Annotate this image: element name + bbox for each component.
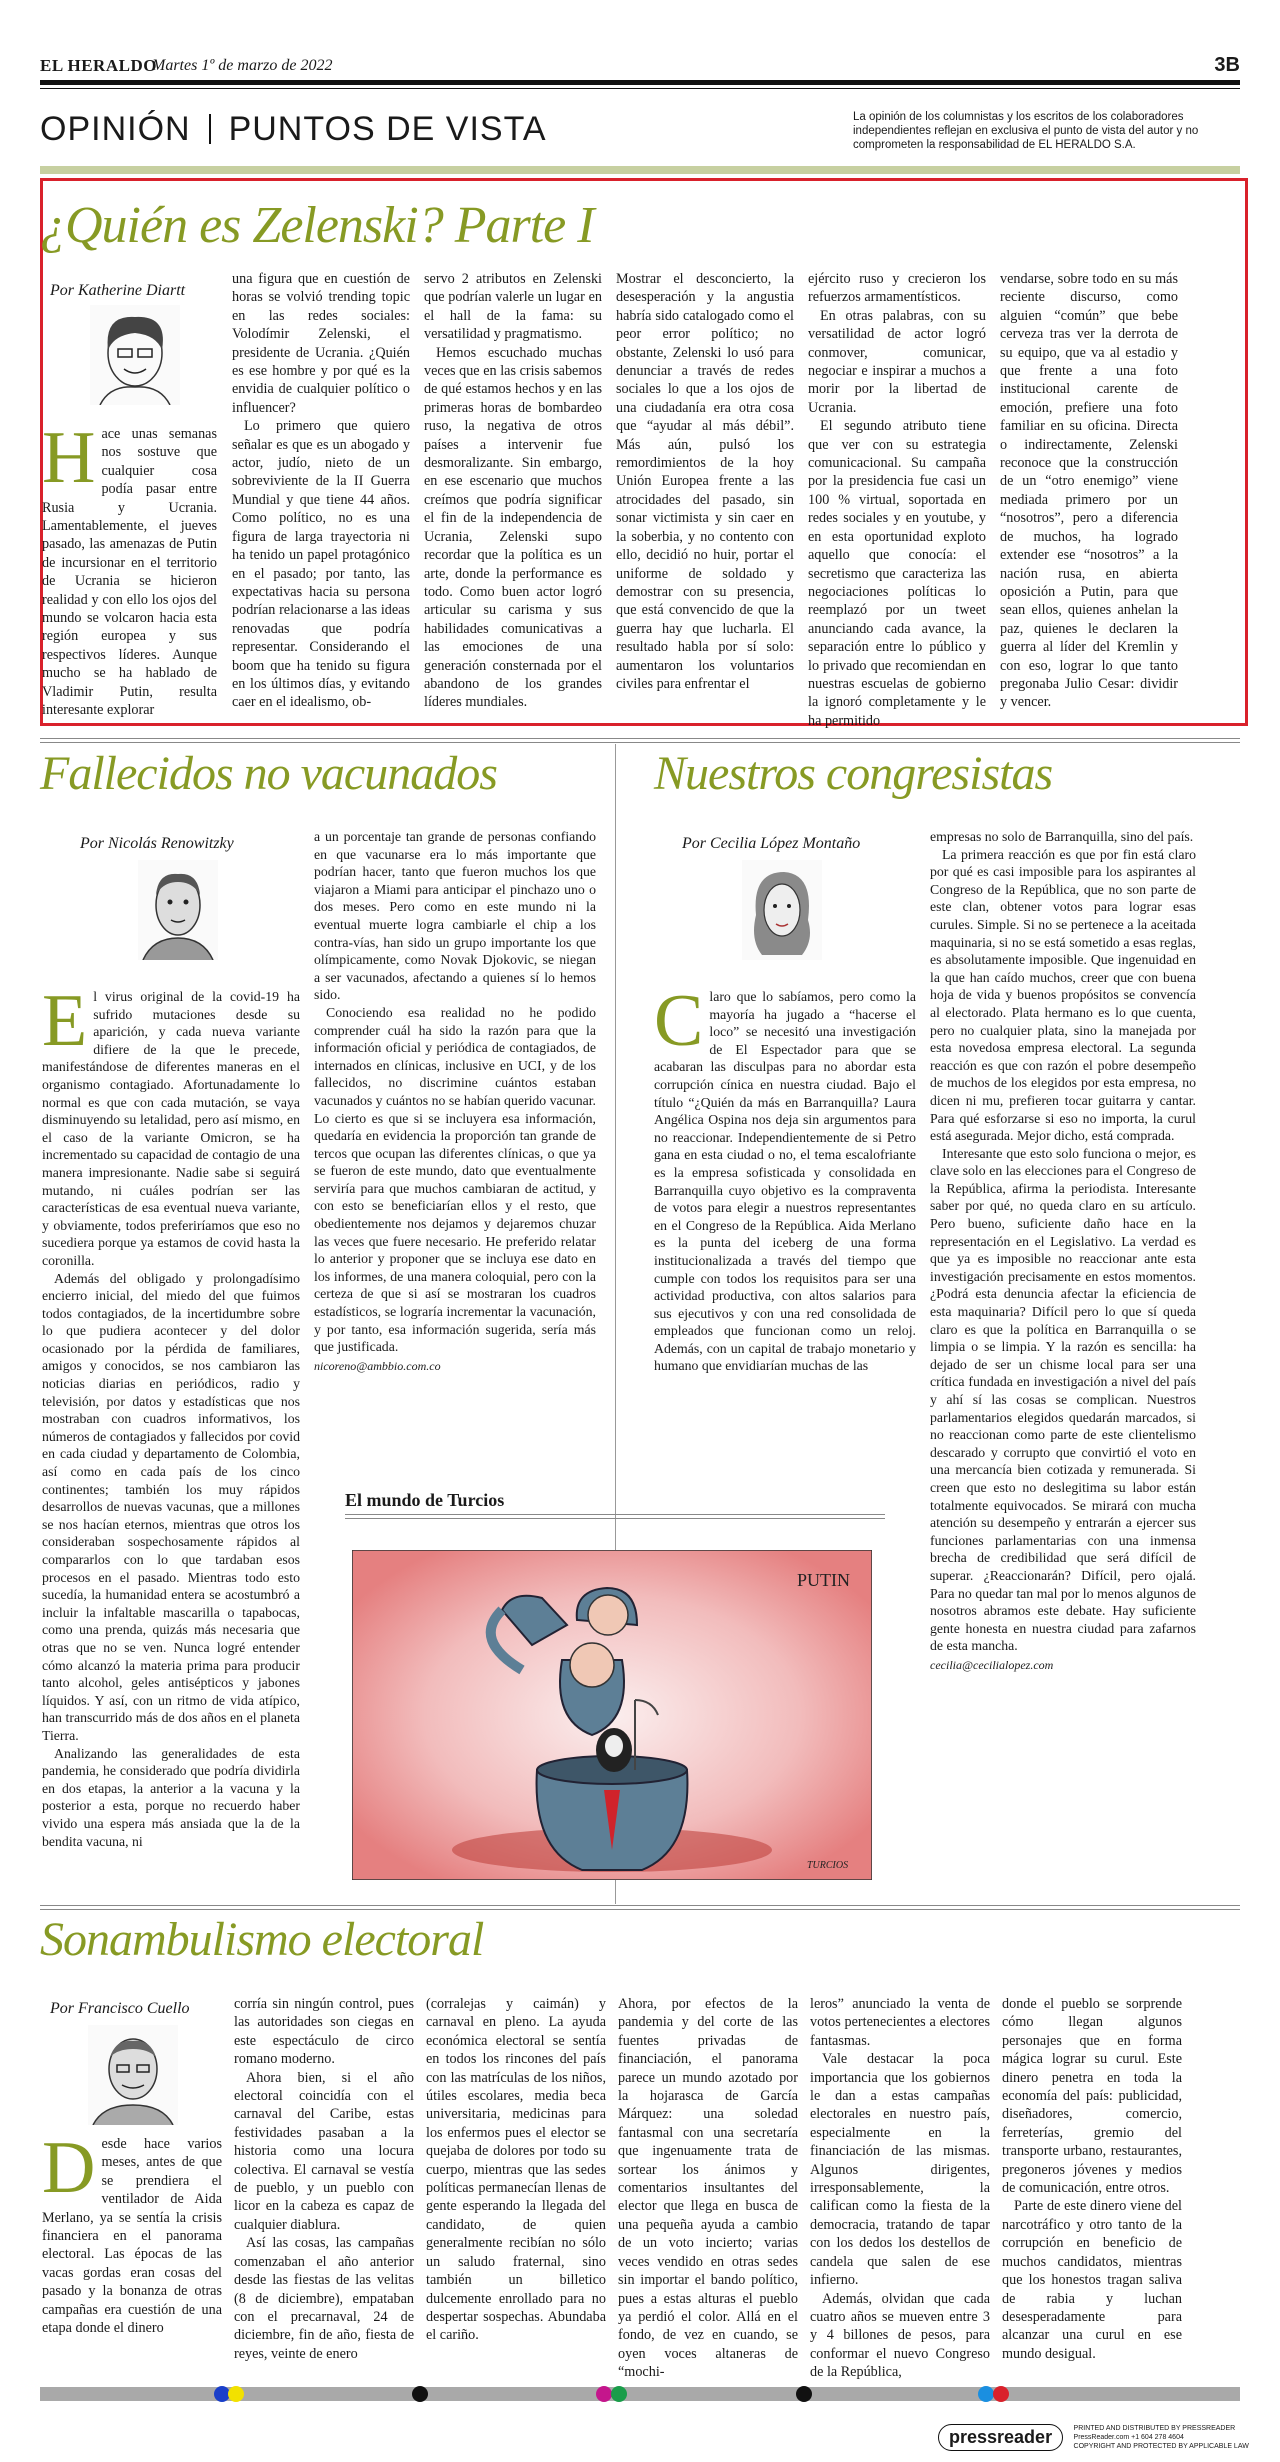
- divider-rule-2: [40, 742, 1240, 743]
- article2-title: Fallecidos no vacunados: [40, 747, 497, 800]
- article4-text-5a: leros” anunciado la venta de votos pertenecientes a electores fantasmas.: [810, 1996, 990, 2049]
- section-right: PUNTOS DE VISTA: [228, 110, 547, 148]
- registration-mark: [412, 2386, 428, 2402]
- article3-text-1: laro que lo sabíamos, pero como la mayoría ha jugado a “hacerse el loco” se necesitó una investigación de El Espectador para que se acabaran las disculpas para no abordar esta corrupción cínica en nuestra ciudad. Bajo el título “¿Quién da más en Barranquilla? Laura Angélica Ospina nos deja sin argumentos para no reaccionar. Independientemente de si Petro gana en esta ciudad o no, el tema escalofriante es la empresa sofisticada y consolidada en Barranquilla cuyo objetivo es la compraventa de votos para elegir a nuestros representantes en el Congreso de la República. Aida Merlano es la punta del iceberg de una forma institucionalizada a través del tiempo que cumple con todos los requisitos para ser una actividad productiva, con altos salarios para sus ejecutivos y con una red consolidada de empleados que funcionan como un reloj. Además, con un capital de trabajo monetario y humano que envidiarían muchas de las: [654, 989, 916, 1374]
- page-number: 3B: [1214, 54, 1240, 76]
- registration-mark: [596, 2386, 612, 2402]
- header-rule-thin: [40, 88, 1240, 89]
- registration-mark: [993, 2386, 1009, 2402]
- cartoon-rule: [345, 1514, 885, 1515]
- header-rule: [40, 80, 1240, 85]
- section-left: OPINIÓN: [40, 110, 191, 148]
- article4-col6: [1002, 1995, 1182, 2363]
- footer-line-3: COPYRIGHT AND PROTECTED BY APPLICABLE LAW: [1073, 2443, 1249, 2450]
- registration-mark: [978, 2386, 994, 2402]
- divider-rule-4: [40, 1909, 1240, 1910]
- article1-text-3a: servo 2 atributos en Zelenski que podrían valerle un lugar en el hall de la fama: su versatilidad y pragmatismo.: [424, 271, 602, 343]
- article1-col5: [808, 270, 986, 730]
- article4-dropcap: D: [42, 2127, 96, 2209]
- section-green-rule: [40, 166, 1240, 174]
- article4-title: Sonambulismo electoral: [40, 1913, 484, 1966]
- article1-text-5c: El segundo atributo tiene que ver con su estrategia comunicacional. Su campaña por la presidencia fue casi un 100 % virtual, soportada en redes sociales y en youtube, y en esta oportunidad exploto aquello que conocía: el secretismo que caracteriza las negociaciones políticas lo reemplazó por un tweet anunciando cada avance, la separación entre lo público y lo privado que recomiendan en nuestras escuelas de gobierno la ignoró completamente y le ha permitido: [808, 418, 986, 729]
- article1-byline: Por Katherine Diartt: [50, 282, 186, 299]
- pressreader-footer: [938, 2424, 1249, 2451]
- article1-col4: [616, 270, 794, 693]
- article1-text-2a: una figura que en cuestión de horas se volvió trending topic en las redes sociales: Volodímir Zelenski, el presidente de Ucrania. ¿Quién es ese hombre y por qué es la envidia de cualquier político o influencer?: [232, 271, 410, 416]
- issue-date: Martes 1º de marzo de 2022: [152, 57, 333, 74]
- cartoon-label: PUTIN: [797, 1570, 850, 1590]
- article3-title: Nuestros congresistas: [654, 747, 1053, 800]
- cartoon-signature: TURCIOS: [807, 1860, 849, 1871]
- article4-text-1: esde hace varios meses, antes de que se prendiera el ventilador de Aida Merlano, ya se sentía la crisis financiera en el panorama electoral. Las épocas de las vacas gordas eran cosas del pasado y la bonanza de otras campañas era cuestión de una etapa donde el dinero: [42, 2136, 222, 2337]
- author-portrait-cuello: [88, 2025, 178, 2125]
- article4-col4: [618, 1995, 798, 2382]
- cartoon-rule-2: [345, 1518, 885, 1519]
- article4-text-6b: Parte de este dinero viene del narcotráfico y otro tanto de la corrupción en beneficio de muchos candidatos, mientras que los honestos tragan saliva de rabia y luchan desesperadamente para alcanzar una curul en ese mundo desigual.: [1002, 2198, 1182, 2362]
- article3-byline: Por Cecilia López Montaño: [682, 835, 861, 852]
- article2-email: nicoreno@ambbio.com.co: [314, 1358, 441, 1373]
- article4-text-2a: corría sin ningún control, pues las autoridades son ciegas en este espectáculo de circo romano moderno.: [234, 1996, 414, 2068]
- article4-byline: Por Francisco Cuello: [50, 2000, 190, 2017]
- registration-mark: [228, 2386, 244, 2402]
- cartoon-heading: El mundo de Turcios: [345, 1490, 505, 1510]
- article1-col2: [232, 270, 410, 712]
- article2-text-1c: Analizando las generalidades de esta pandemia, he considerado que podría dividirla en dos etapas, la anterior a la vacuna y la posterior a esta, porque no recuerdo haber vivido una espera más ansiada que la de la bendita vacuna, ni: [42, 1745, 300, 1849]
- author-portrait-lopez: [742, 860, 822, 960]
- article1-col6: [1000, 270, 1178, 712]
- article4-col3: [426, 1995, 606, 2345]
- article4-text-5c: Además, olvidan que cada cuatro años se mueven entre 3 y 4 billones de pesos, para conformar el nuevo Congreso de la República,: [810, 2290, 990, 2381]
- divider-rule: [40, 738, 1240, 739]
- article1-text-6: vendarse, sobre todo en su más reciente discurso, como alguien “común” que bebe cerveza tras ver la derrota de su equipo, que va al estadio y que frente a una foto institucional carente de emoción, prefiere una foto familiar en su oficina. Directa o indirectamente, Zelenski reconoce que la construcción de un “otro enemigo” viene mediada primero por un “nosotros”, pero a diferencia de muchos, ha logrado extender ese “nosotros” a la nación rusa, en abierta oposición a Putin, para que sean ellos, quienes anhelan la paz, quienes le declaren la guerra al líder del Kremlin y con eso, lograr lo que tanto pregonaba Julio Cesar: dividir y vencer.: [1000, 271, 1178, 711]
- article3-col2: [930, 828, 1196, 1675]
- article4-col2: [234, 1995, 414, 2363]
- article1-text-2b: Lo primero que quiero señalar es que es un abogado y actor, judío, nieto de un sobreviviente de la II Guerra Mundial y que tiene 44 años. Como político, no es una figura de larga trayectoria ni ha tenido un papel protagónico en el pasado; por tanto, las expectativas hacia su persona podrían relacionarse a las ideas renovadas que podría representar. Considerando el boom que ha tenido su figura en los últimos días, y evitando caer en el idealismo, ob-: [232, 418, 410, 711]
- article4-text-2c: Así las cosas, las campañas comenzaban el año anterior desde las fiestas de las velitas (8 de diciembre), empataban con el precarnaval, 24 de diciembre, fin de año, fiesta de reyes, veinte de enero: [234, 2235, 414, 2362]
- article2-dropcap: E: [42, 980, 88, 1062]
- article1-title: ¿Quién es Zelenski? Parte I: [40, 197, 594, 254]
- article4-text-3: (corralejas y caimán) y carnaval en pleno. La ayuda económica electoral se sentía en todos los rincones del país con las matrículas de los niños, útiles escolares, media beca universitaria, medicinas para los enfermos pues el elector se quejaba de dolores por todo su cuerpo, mientras que las sedes políticas permanecían llenas de gente esperando la llegada del candidato, de quien generalmente recibían no sólo un saludo fraternal, sino también un billetico dulcemente enrollado para no despertar sospechas. Abundaba el cariño.: [426, 1996, 606, 2344]
- pressreader-logo: pressreader: [938, 2424, 1063, 2451]
- article4-col1: [42, 2127, 222, 2337]
- article1-text-3b: Hemos escuchado muchas veces que en las crisis sabemos de qué estamos hechos y en las primeras horas de bombardeo ruso, la negativa de otros países a intervenir fue desmoralizante. Sin embargo, en ese escenario que muchos creímos que podría significar el fin de la independencia de Ucrania, Zelenski supo recordar que la política es un arte, donde la performance es todo. Como buen actor logró articular su carisma y sus habilidades comunicativas a las emociones de una generación consternada por el abandono de los grandes líderes mundiales.: [424, 344, 602, 711]
- author-portrait-renowitzky: [138, 860, 218, 960]
- article4-text-4: Ahora, por efectos de la pandemia y del corte de las fuentes privadas de financiación, el panorama parece un mundo azotado por la hojarasca de García Márquez: una soledad fantasmal con una secretaría que ingenuamente trata de sortear los ánimos y comentarios insultantes del elector que llega en busca de una pequeña ayuda a cambio de un voto incierto; varias veces vendido en otras sedes sin importar el bando político, pues a estas alturas el pueblo ya perdió el color. Allá en el fondo, de vez en cuando, se oyen voces altaneras de “mochi-: [618, 1996, 798, 2381]
- author-portrait-diartt: [90, 305, 180, 405]
- footer-line-2: PressReader.com +1 604 278 4604: [1073, 2434, 1184, 2441]
- article1-col1: [42, 417, 217, 720]
- article4-col5: [810, 1995, 990, 2382]
- article3-col1: [654, 980, 916, 1375]
- article3-text-2b: La primera reacción es que por fin está claro por qué es casi imposible para los aspirantes al Congreso de la República, que no son parte de este clan, obtener votos para lograr esas curules. Simple. Si no se pertenece a la aceitada maquinaria, si no se está sometido a esas reglas, es absolutamente imposible. Que ingenuidad en la que han caído muchos, creer que con buena hoja de vida y buenos propósitos se convencía al electorado. Plata hermano es lo que cuenta, pero no cualquier plata, sino la manejada por esta novedosa empresa electoral. La segunda reacción es que con razón el pobre desempeño de muchos de los elegidos por esta empresa, no dicen ni mu, prefieren tocar guitarra y cantar. Para qué esforzarse si eso no importa, la curul está asegurada. Mejor dicho, está comprada.: [930, 846, 1196, 1144]
- article2-text-2b: Conociendo esa realidad no he podido comprender cuál ha sido la razón para que la información oficial y periódica de contagiados, de internados en clínicas, inclusive en UCI, y de los fallecidos, no discrimine cuántos estaban vacunados y cuántos no se habían querido vacunar. Lo cierto es que si se incluyera esa información, quedaría en evidencia la proporción tan grande de tercos que ocupan las diferentes clínicas, o que ya se fueron de este mundo, dato que eventualmente serviría para que muchos cambiaran de actitud, y con esto se beneficiarían ellos y el resto, que obedientemente nos dejamos y dejaremos chuzar las veces que fuere necesario. He preferido relatar lo anterior y proponer que se incluya ese dato en los informes, de una manera coloquial, pero con la certeza de que si así se mostraran los cuadros estadísticos, se lograría incrementar la vacunación, y por tanto, esa información sugerida, sería más que justificada.: [314, 1004, 596, 1355]
- footer-line-1: PRINTED AND DISTRIBUTED BY PRESSREADER: [1073, 2425, 1236, 2432]
- article1-text-5a: ejército ruso y crecieron los refuerzos armamentísticos.: [808, 271, 986, 306]
- article1-text-5b: En otras palabras, con su versatilidad de actor logró conmover, comunicar, negociar e inspirar a muchos a morir por la libertad de Ucrania.: [808, 307, 986, 416]
- article4-text-5b: Vale destacar la poca importancia que los gobiernos le dan a estas campañas electorales en nuestro país, especialmente en la financiación de las mismas. Algunos dirigentes, irresponsablemente, la califican como la fiesta de la democracia, tratando de tapar con los dedos los destellos de candela que salen de ese infierno.: [810, 2051, 990, 2289]
- article1-col3: [424, 270, 602, 712]
- newspaper-brand: EL HERALDO: [40, 56, 157, 75]
- article3-text-2a: empresas no solo de Barranquilla, sino del país.: [930, 829, 1194, 844]
- article1-text-1: ace unas semanas nos sostuve que cualquier cosa podía pasar entre Rusia y Ucrania. Lamentablemente, el jueves pasado, las amenazas de Putin de incursionar en el territorio de Ucrania se hicieron realidad y con ello los ojos del mundo se volcaron hacia esta región europea y sus respectivos líderes. Aunque mucho se ha hablado de Vladimir Putin, resulta interesante explorar: [42, 426, 217, 719]
- article4-text-2b: Ahora bien, si el año electoral coincidía con el carnaval del Caribe, estas festividades pasaban a la historia como una locura colectiva. El carnaval se vestía de pueblo, y un pueblo con licor en la cabeza es capaz de cualquier diablura.: [234, 2069, 414, 2233]
- article2-text-2a: a un porcentaje tan grande de personas confiando en que vacunarse era lo más importante que podrían hacer, tanto que fueron muchos los que viajaron a Miami para anticipar el pinchazo uno o dos meses. Pero como en este mundo ni la eventual muerte logra cambiarle el chip a los contra-vías, han sido un grupo importante los que olímpicamente, como Novak Djokovic, se niegan a ser vacunados, afectando a quienes sí lo hemos sido.: [314, 829, 596, 1003]
- article3-email: cecilia@cecilialopez.com: [930, 1657, 1054, 1672]
- article2-text-1b: Además del obligado y prolongadísimo encierro inicial, del miedo del que fuimos todos contagiados, de la incertidumbre sobre lo que pudiera acontecer y del dolor ocasionado por la pérdida de familiares, amigos y conocidos, se nos cambiaron las noticias diarias en periódicos, radio y televisión, por datos y estadísticas que nos mostraban con cuadros informativos, los números de contagiados y fallecidos por covid en cada ciudad y departamento de Colombia, así como en cada país de los cinco continentes; también los muy rápidos desarrollos de nuevas vacunas, que a millones se nos hacían eternos, mientras que otros los consideraban sospechosamente rápidos al compararlos con lo que tardaban esos procesos en el pasado. Mientras todo esto sucedía, la humanidad entera se acostumbró a incluir la infaltable mascarilla o tapabocas, como una prenda, quizás más necesaria que otras que no se ven. Nunca logré entender cómo alcanzó la materia prima para producir tanto alcohol, geles antisépticos y jabones líquidos. Y así, con un ritmo de vida atípico, han transcurrido más de dos años en el planeta Tierra.: [42, 1270, 300, 1743]
- divider-rule-3: [40, 1905, 1240, 1906]
- article1-dropcap: H: [42, 417, 96, 499]
- section-title: [40, 110, 547, 149]
- disclaimer: La opinión de los columnistas y los escritos de los colaboradores independientes reflejan en exclusiva el punto de vista del autor y no comprometen la responsabilidad de EL HERALDO S.A.: [853, 111, 1199, 151]
- article2-text-1a: l virus original de la covid-19 ha sufrido mutaciones desde su aparición, y cada nueva variante difiere de la que le precede, manifestándose de diferentes maneras en el organismo contagiado. Afortunadamente lo normal es que con cada mutación, se vaya disminuyendo su letalidad, pero así mismo, en el caso de la variante Omicron, se ha incrementado su capacidad de contagio de una manera impresionante. Nadie sabe si seguirá mutando, ni cuáles podrían ser las características de esa eventual nueva variante, y obviamente, todos preferiríamos que eso no sucediera porque ya estamos de covid hasta la coronilla.: [42, 989, 300, 1268]
- article4-text-6a: donde el pueblo se sorprende cómo llegan algunos personajes que en forma mágica lograr su curul. Este dinero penetra en toda la economía del país: publicidad, diseñadores, comercio, ferreterías, gremio del transporte urbano, restaurantes, pregoneros jóvenes y medios de comunicación, entre otros.: [1002, 1996, 1182, 2197]
- section-divider: [209, 114, 211, 144]
- article3-dropcap: C: [654, 980, 704, 1062]
- registration-mark: [611, 2386, 627, 2402]
- cartoon-illustration: [352, 1550, 872, 1880]
- registration-mark: [796, 2386, 812, 2402]
- article1-text-4: Mostrar el desconcierto, la desesperación y la angustia habría sido catalogado como el peor error político; no obstante, Zelenski lo usó para denunciar a través de redes sociales lo que a los ojos de una ciudadanía era otra cosa que “ayudar al más débil”. Más aún, pulsó los remordimientos de la hoy Unión Europea frente a las atrocidades del pasado, sin sonar victimista y sin caer en la soberbia, y no contento con ello, decidió no huir, portar el uniforme de soldado y demostrar con su presencia, que está convencido de que la guerra hay que lucharla. El resultado habla por sí solo: aumentaron los voluntarios civiles para enfrentar el: [616, 271, 794, 692]
- article2-col1: [42, 980, 300, 1850]
- article2-byline: Por Nicolás Renowitzky: [80, 835, 234, 852]
- article3-text-2c: Interesante que esto solo funciona o mejor, es clave solo en las elecciones para el Congreso de la República, afirma la periodista. Interesante saber por qué, no queda claro en su artículo. Pero bueno, suficiente daño hace en la representación en el Legislativo. La verdad es que ya es imposible no reaccionar ante esta investigación precisamente en estos momentos. ¿Podrá esta denuncia afectar la eficiencia de esta maquinaria? Difícil pero lo que sí queda claro es que la política en Barranquilla o se limpia o se limpia. Y la razón es sencilla: ha dejado de ser un chisme local para ser una crítica fundada en investigación a nivel del país y ahí sí las cosas se complican. Nuestros parlamentarios elegidos quedarán marcados, si no reaccionan como parte de este clientelismo descarado y corrupto que convirtió el voto en una mercancía bien cotizada y remunerada. Si creen que esto no deslegitima su labor están totalmente equivocados. Se mirará con mucha atención su desempeño y entrarán a ejercer sus funciones parlamentarias con una inmensa brecha de credibilidad que será difícil de superar. ¿Reaccionarán? Difícil, pero ojalá. Para no quedar tan mal por lo menos algunos de nosotros abramos este debate. Hay suficiente gente honesta en nuestra ciudad para zafarnos de esta mancha.: [930, 1145, 1196, 1654]
- article2-col2: [314, 828, 596, 1375]
